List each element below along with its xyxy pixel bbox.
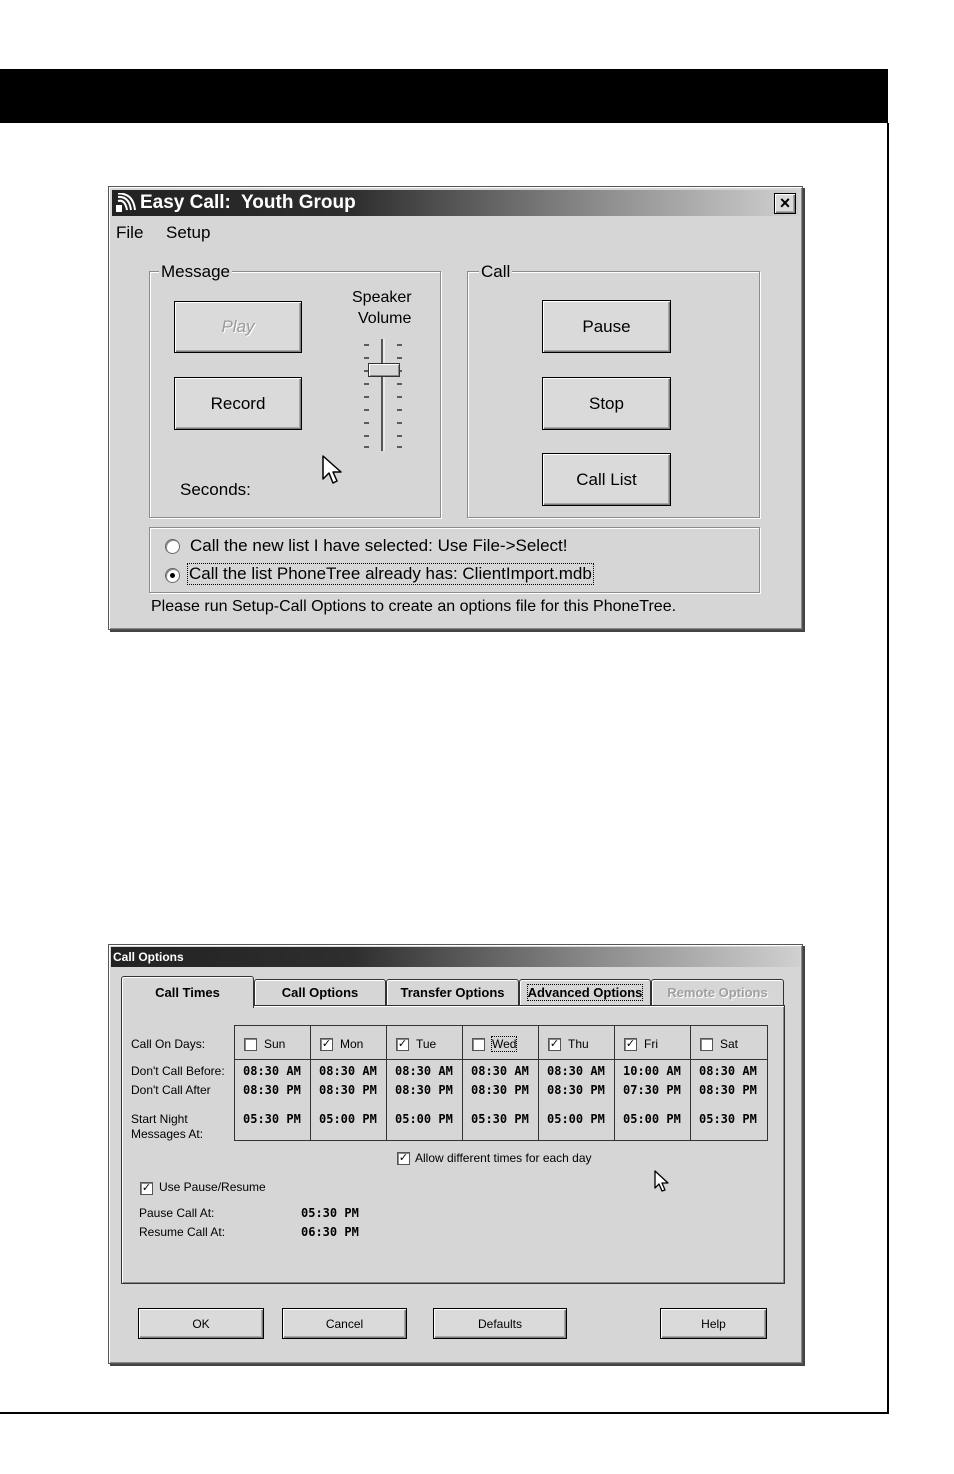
defaults-button[interactable]	[433, 1308, 567, 1339]
ok-button-label: OK	[192, 1316, 210, 1331]
dont-call-before-value[interactable]: 08:30 AM	[243, 1064, 301, 1078]
page-border-bottom	[0, 1412, 889, 1414]
easy-call-window	[108, 186, 803, 630]
dont-call-after-value[interactable]: 08:30 PM	[547, 1083, 605, 1097]
pause-button-label: Pause	[582, 316, 631, 336]
day-checkbox[interactable]	[396, 1038, 409, 1051]
days-grid-divider	[234, 1059, 767, 1060]
day-checkbox[interactable]	[472, 1038, 485, 1051]
tab-transfer-options[interactable]	[386, 979, 519, 1005]
radio-existing-list-label[interactable]: Call the list PhoneTree already has: ClientImport.mdb	[189, 564, 592, 583]
menu-setup[interactable]: Setup	[166, 223, 211, 242]
dont-call-before-value[interactable]: 08:30 AM	[319, 1064, 377, 1078]
day-label[interactable]: Wed	[492, 1037, 517, 1051]
row-label-after: Don't Call After	[131, 1083, 211, 1097]
pause-call-value[interactable]: 05:30 PM	[301, 1206, 359, 1220]
dont-call-after-value[interactable]: 08:30 PM	[471, 1083, 529, 1097]
day-checkbox[interactable]	[700, 1038, 713, 1051]
tab-call-options-label: Call Options	[281, 985, 359, 1000]
volume-slider-thumb[interactable]	[368, 363, 400, 377]
resume-call-value[interactable]: 06:30 PM	[301, 1225, 359, 1239]
day-label[interactable]: Thu	[568, 1037, 589, 1051]
pause-call-label: Pause Call At:	[139, 1206, 215, 1220]
allow-different-check-icon: ✓	[398, 1152, 409, 1164]
dont-call-after-value[interactable]: 08:30 PM	[319, 1083, 377, 1097]
day-label[interactable]: Sun	[264, 1037, 286, 1051]
days-grid-column-divider	[310, 1025, 311, 1140]
row-label-days: Call On Days:	[131, 1037, 206, 1051]
dont-call-before-value[interactable]: 10:00 AM	[623, 1064, 681, 1078]
days-grid-column-divider	[462, 1025, 463, 1140]
dont-call-before-value[interactable]: 08:30 AM	[547, 1064, 605, 1078]
night-message-value[interactable]: 05:00 PM	[395, 1112, 453, 1126]
dont-call-after-value[interactable]: 08:30 PM	[243, 1083, 301, 1097]
day-check-icon: ✓	[625, 1038, 636, 1050]
day-checkbox[interactable]	[244, 1038, 257, 1051]
speaker-volume-label-1: Speaker	[352, 289, 412, 306]
pause-button[interactable]	[542, 300, 671, 353]
row-label-before: Don't Call Before:	[131, 1064, 225, 1078]
window-title: Easy Call: Youth Group	[140, 192, 356, 213]
day-label[interactable]: Sat	[720, 1037, 739, 1051]
day-label[interactable]: Mon	[340, 1037, 364, 1051]
use-pause-resume-label[interactable]: Use Pause/Resume	[159, 1180, 266, 1194]
radio-new-list-label[interactable]: Call the new list I have selected: Use File->Select!	[190, 536, 568, 555]
mouse-pointer-icon	[322, 455, 344, 487]
mouse-pointer-icon	[654, 1170, 670, 1194]
play-button[interactable]	[174, 301, 302, 353]
day-check-icon: ✓	[397, 1038, 408, 1050]
use-pause-resume-checkbox[interactable]	[140, 1182, 153, 1195]
dont-call-before-value[interactable]: 08:30 AM	[471, 1064, 529, 1078]
night-message-value[interactable]: 05:30 PM	[699, 1112, 757, 1126]
day-check-icon: ✓	[321, 1038, 332, 1050]
record-button[interactable]	[174, 377, 302, 430]
use-pause-check-icon: ✓	[141, 1182, 152, 1194]
radio-selected-dot	[170, 573, 175, 578]
dont-call-before-value[interactable]: 08:30 AM	[395, 1064, 453, 1078]
day-label[interactable]: Tue	[416, 1037, 437, 1051]
speaker-volume-label-2: Volume	[358, 310, 412, 327]
message-group-label: Message	[161, 262, 230, 281]
seconds-label: Seconds:	[180, 480, 251, 499]
record-button-label: Record	[210, 393, 266, 413]
tab-call-options[interactable]	[254, 979, 386, 1005]
defaults-button-label: Defaults	[477, 1316, 523, 1331]
volume-slider[interactable]	[359, 335, 409, 455]
day-check-icon: ✓	[549, 1038, 560, 1050]
page-header-bar	[0, 69, 888, 123]
radio-existing-list[interactable]	[165, 568, 180, 583]
resume-call-label: Resume Call At:	[139, 1225, 226, 1239]
tab-remote-options-label: Remote Options	[667, 985, 768, 1000]
dont-call-before-value[interactable]: 08:30 AM	[699, 1064, 757, 1078]
app-signal-icon	[115, 193, 137, 213]
tab-call-times[interactable]	[121, 976, 254, 1008]
stop-button[interactable]	[542, 377, 671, 430]
day-checkbox[interactable]	[624, 1038, 637, 1051]
ok-button[interactable]	[138, 1308, 264, 1339]
days-grid-column-divider	[614, 1025, 615, 1140]
night-message-value[interactable]: 05:00 PM	[547, 1112, 605, 1126]
close-button[interactable]	[774, 193, 796, 214]
tab-transfer-options-label: Transfer Options	[400, 985, 505, 1000]
easy-call-titlebar	[112, 190, 799, 216]
allow-different-times-label[interactable]: Allow different times for each day	[415, 1151, 592, 1165]
cancel-button[interactable]	[282, 1308, 407, 1339]
night-message-value[interactable]: 05:30 PM	[243, 1112, 301, 1126]
call-options-title: Call Options	[113, 950, 184, 964]
days-grid-column-divider	[538, 1025, 539, 1140]
call-list-button[interactable]	[542, 453, 671, 506]
page-border-right	[887, 123, 889, 1413]
call-group-label: Call	[481, 262, 511, 281]
help-button[interactable]	[660, 1308, 767, 1339]
night-message-value[interactable]: 05:00 PM	[319, 1112, 377, 1126]
days-grid-column-divider	[690, 1025, 691, 1140]
play-button-label: Play	[221, 317, 255, 336]
menu-file[interactable]: File	[116, 223, 144, 242]
days-grid-column-divider	[386, 1025, 387, 1140]
tab-call-times-label: Call Times	[155, 985, 220, 1000]
day-checkbox[interactable]	[548, 1038, 561, 1051]
radio-new-list[interactable]	[165, 539, 180, 554]
dont-call-after-value[interactable]: 07:30 PM	[623, 1083, 681, 1097]
allow-different-times-checkbox[interactable]	[397, 1152, 410, 1165]
night-message-value[interactable]: 05:00 PM	[623, 1112, 681, 1126]
close-icon: ×	[779, 193, 791, 213]
day-label[interactable]: Fri	[644, 1037, 658, 1051]
volume-slider-track	[359, 335, 409, 455]
tab-advanced-options[interactable]	[519, 979, 651, 1005]
dont-call-after-value[interactable]: 08:30 PM	[699, 1083, 757, 1097]
call-list-button-label: Call List	[576, 469, 637, 489]
status-text: Please run Setup-Call Options to create an options file for this PhoneTree.	[151, 598, 677, 615]
row-label-night-2: Messages At:	[131, 1127, 204, 1141]
tab-remote-options[interactable]	[651, 979, 784, 1005]
day-checkbox[interactable]	[320, 1038, 333, 1051]
call-options-titlebar	[111, 947, 800, 967]
help-button-label: Help	[701, 1316, 726, 1331]
dont-call-after-value[interactable]: 08:30 PM	[395, 1083, 453, 1097]
cancel-button-label: Cancel	[325, 1316, 364, 1331]
stop-button-label: Stop	[589, 393, 624, 413]
row-label-night-1: Start Night	[131, 1112, 188, 1126]
night-message-value[interactable]: 05:30 PM	[471, 1112, 529, 1126]
tab-advanced-options-label: Advanced Options	[527, 985, 643, 1000]
